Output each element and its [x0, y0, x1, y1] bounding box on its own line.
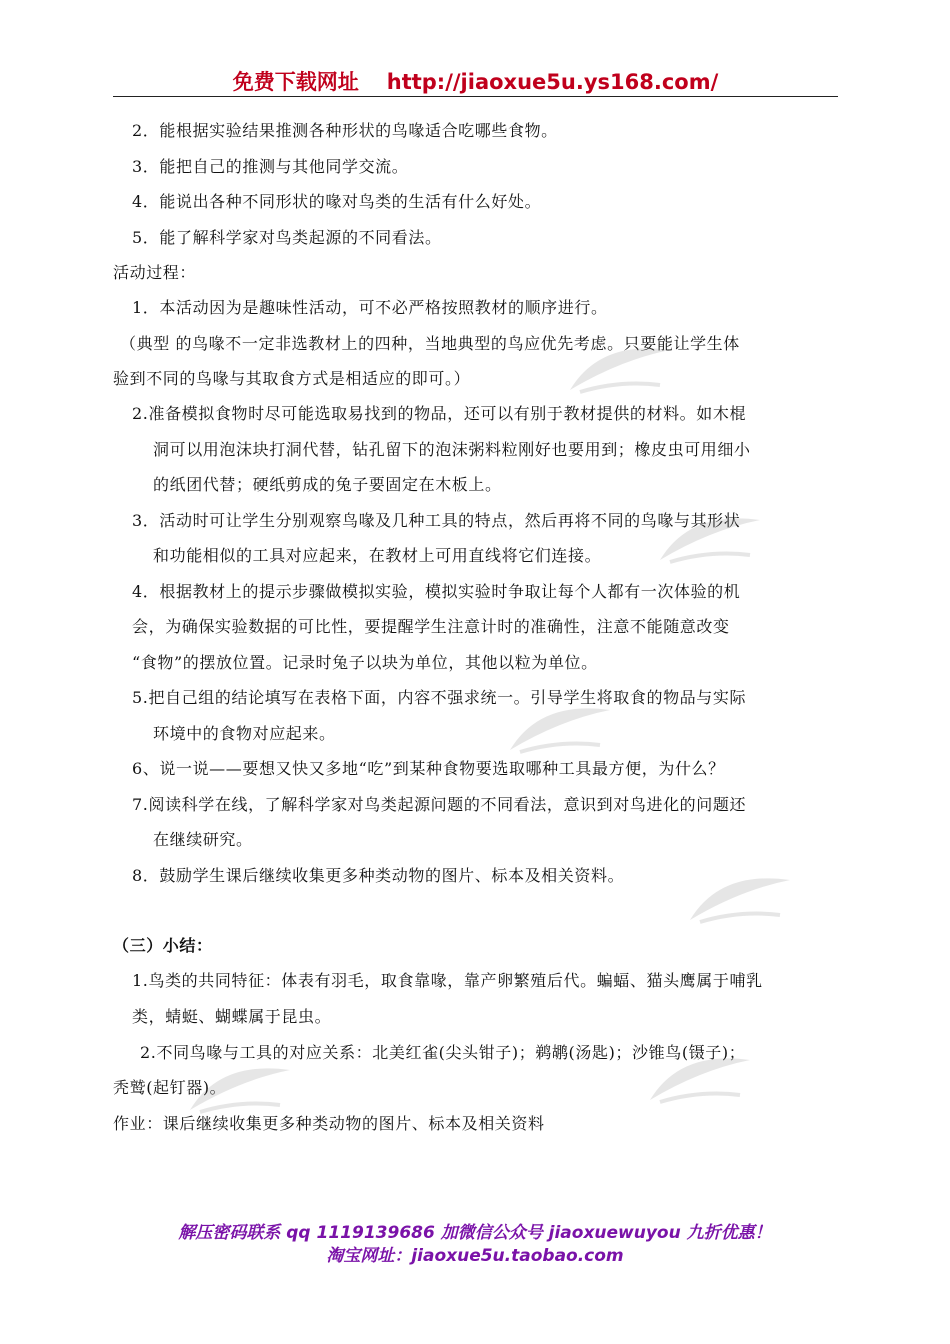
watermark-leaf-icon — [650, 500, 770, 570]
process-item-8: 8．鼓励学生课后继续收集更多种类动物的图片、标本及相关资料。 — [132, 866, 625, 885]
goal-item-5: 5．能了解科学家对鸟类起源的不同看法。 — [132, 228, 442, 247]
goal-item-4: 4．能说出各种不同形状的喙对鸟类的生活有什么好处。 — [132, 192, 542, 211]
header-divider — [113, 96, 838, 97]
process-note-line-1: （典型 的鸟喙不一定非选教材上的四种，当地典型的鸟应优先考虑。只要能让学生体 — [120, 334, 740, 353]
goal-item-2: 2．能根据实验结果推测各种形状的鸟喙适合吃哪些食物。 — [132, 121, 558, 140]
process-note-line-2: 验到不同的鸟喙与其取食方式是相适应的即可。） — [113, 369, 471, 388]
process-item-5-line-1: 5.把自己组的结论填写在表格下面，内容不强求统一。引导学生将取食的物品与实际 — [132, 688, 747, 707]
homework-line: 作业：课后继续收集更多种类动物的图片、标本及相关资料 — [113, 1114, 545, 1133]
process-item-2-line-3: 的纸团代替；硬纸剪成的兔子要固定在木板上。 — [153, 475, 502, 494]
summary-heading: （三）小结： — [113, 936, 213, 955]
watermark-leaf-icon — [180, 1050, 300, 1120]
process-item-2-line-1: 2.准备模拟食物时尽可能选取易找到的物品，还可以有别于教材提供的材料。如木棍 — [132, 404, 747, 423]
process-item-4-line-1: 4．根据教材上的提示步骤做模拟实验，模拟实验时争取让每个人都有一次体验的机 — [132, 582, 741, 601]
process-item-4-line-2: 会，为确保实验数据的可比性，要提醒学生注意计时的准确性，注意不能随意改变 — [132, 617, 730, 636]
process-item-7-line-1: 7.阅读科学在线，了解科学家对鸟类起源问题的不同看法，意识到对鸟进化的问题还 — [132, 795, 747, 814]
process-item-7-line-2: 在继续研究。 — [153, 830, 253, 849]
watermark-leaf-icon — [500, 690, 620, 760]
summary-item-2-line-2: 秃鹫(起钉器)。 — [113, 1078, 227, 1097]
process-item-4-line-3: “食物”的摆放位置。记录时兔子以块为单位，其他以粒为单位。 — [132, 653, 598, 672]
summary-item-1-line-2: 类，蜻蜓、蝴蝶属于昆虫。 — [132, 1007, 332, 1026]
summary-item-2-line-1: 2.不同鸟喙与工具的对应关系：北美红雀(尖头钳子)；鹈鹕(汤匙)；沙锥鸟(镊子)； — [140, 1043, 746, 1062]
watermark-leaf-icon — [680, 860, 800, 930]
process-item-3-line-2: 和功能相似的工具对应起来，在教材上可用直线将它们连接。 — [153, 546, 602, 565]
footer-contact-line: 解压密码联系 qq 1119139686 加微信公众号 jiaoxuewuyou 九折优惠！ — [178, 1223, 772, 1243]
watermark-leaf-icon — [560, 330, 680, 400]
header-url-link[interactable]: http://jiaoxue5u.ys168.com/ — [386, 70, 719, 94]
process-item-3-line-1: 3．活动时可让学生分别观察鸟喙及几种工具的特点，然后再将不同的鸟喙与其形状 — [132, 511, 741, 530]
process-item-1: 1．本活动因为是趣味性活动，可不必严格按照教材的顺序进行。 — [132, 298, 608, 317]
footer-taobao-line: 淘宝网址：jiaoxue5u.taobao.com — [326, 1246, 624, 1266]
watermark-leaf-icon — [640, 1040, 760, 1110]
summary-item-1-line-1: 1.鸟类的共同特征：体表有羽毛，取食靠喙，靠产卵繁殖后代。蝙蝠、猫头鹰属于哺乳 — [132, 971, 763, 990]
process-item-6: 6、说一说——要想又快又多地“吃”到某种食物要选取哪种工具最方便，为什么？ — [132, 759, 725, 778]
header-banner — [113, 66, 838, 96]
goal-item-3: 3．能把自己的推测与其他同学交流。 — [132, 157, 409, 176]
process-heading: 活动过程： — [113, 263, 197, 282]
process-item-5-line-2: 环境中的食物对应起来。 — [153, 724, 336, 743]
header-download-label: 免费下载网址 — [232, 70, 359, 94]
process-item-2-line-2: 洞可以用泡沫块打洞代替，钻孔留下的泡沫粥料粒刚好也要用到；橡皮虫可用细小 — [153, 440, 751, 459]
